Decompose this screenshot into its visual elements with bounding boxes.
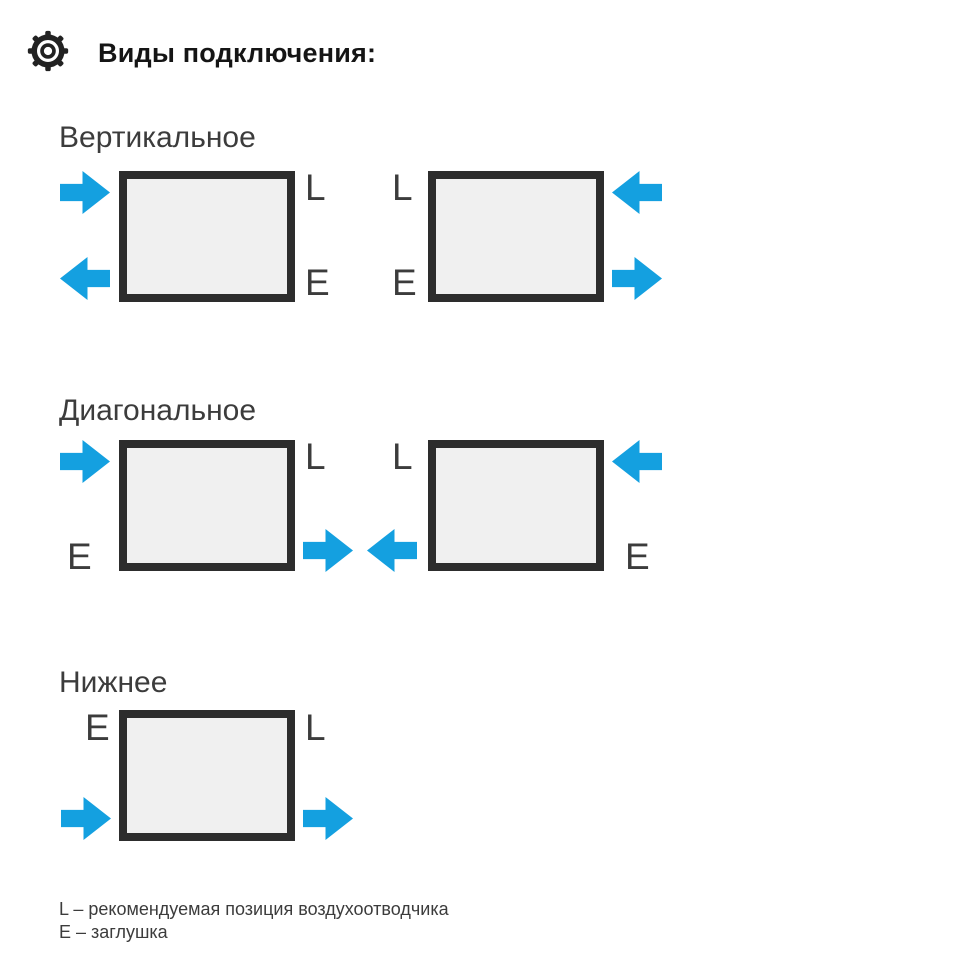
- arrow-left-icon: [367, 529, 417, 572]
- port-label-E: E: [67, 536, 92, 577]
- port-label-L: L: [305, 436, 326, 477]
- port-label-L: L: [392, 436, 413, 477]
- section-label-diagonal: Диагональное: [59, 394, 257, 427]
- radiator-rect: [119, 440, 295, 571]
- port-label-E: E: [305, 262, 330, 303]
- port-label-E: E: [85, 707, 110, 748]
- gear-icon: [26, 29, 70, 73]
- arrow-left-icon: [612, 440, 662, 483]
- page-title: Виды подключения:: [98, 38, 377, 68]
- legend: [59, 898, 449, 944]
- arrow-left-icon: [60, 257, 110, 300]
- radiator-rect: [428, 440, 604, 571]
- legend-line-L: L – рекомендуемая позиция воздухоотводчика: [59, 899, 449, 919]
- port-label-L: L: [392, 167, 413, 208]
- port-label-E: E: [625, 536, 650, 577]
- arrow-left-icon: [612, 171, 662, 214]
- radiator-rect: [428, 171, 604, 302]
- port-label-L: L: [305, 167, 326, 208]
- arrow-right-icon: [303, 529, 353, 572]
- arrow-right-icon: [60, 440, 110, 483]
- arrow-right-icon: [612, 257, 662, 300]
- port-label-L: L: [305, 707, 326, 748]
- arrow-right-icon: [61, 797, 111, 840]
- arrow-right-icon: [303, 797, 353, 840]
- legend-line-E: E – заглушка: [59, 922, 168, 942]
- radiator-rect: [119, 171, 295, 302]
- section-label-vertical: Вертикальное: [59, 121, 256, 154]
- section-label-bottom: Нижнее: [59, 666, 168, 699]
- radiator-rect: [119, 710, 295, 841]
- arrow-right-icon: [60, 171, 110, 214]
- port-label-E: E: [392, 262, 417, 303]
